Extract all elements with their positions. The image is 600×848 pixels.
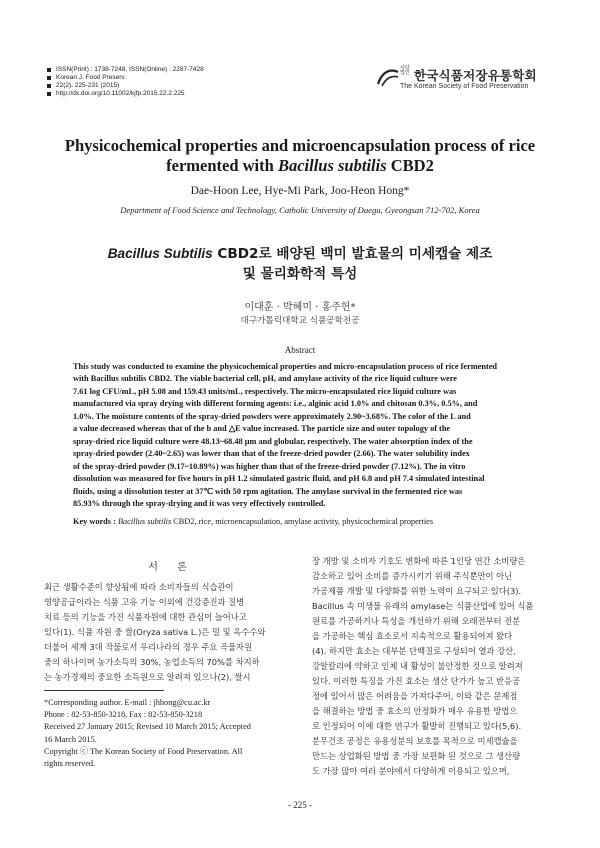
body-line: 있다. 이러한 특징을 가진 효소는 생산 단가가 높고 반응공 [312, 676, 521, 686]
footnote-rule [44, 690, 164, 691]
affiliation-en: Department of Food Science and Technology, Catholic University of Daegu, Gyeongsan 712-702, Korea [120, 205, 480, 215]
footnote [44, 697, 299, 770]
title-en-species: Bacillus subtilis [277, 156, 387, 175]
body-line: 더불어 세계 3대 작물로서 우리나라의 경우 주요 곡물자원 [44, 642, 253, 652]
abstract-heading: Abstract [284, 345, 316, 355]
abstract-line: 85.93% through the spray-drying and it was very effectively controlled. [73, 498, 326, 508]
abstract-body [73, 361, 528, 510]
title-en-line2-c: CBD2 [386, 156, 434, 175]
authors-kr: 이대훈 · 박혜미 · 홍주헌* [244, 302, 356, 313]
body-line: 로 인정되어 이에 대한 연구가 활발히 진행되고 있다(5,6). [312, 721, 522, 731]
title-en-line2-a: fermented with [166, 156, 278, 175]
title-kr-species: Bacillus Subtilis [107, 246, 213, 261]
abstract-line: spray-dried powder (2.40~2.65) was lower than that of the freeze-dried powder (2.66). The water solubility index [73, 449, 470, 459]
society-name-en: The Korean Society of Food Preservation [400, 83, 529, 90]
body-line: 만드는 상업화된 방법 중 가장 보편화 된 것으로 그 생산량 [312, 751, 521, 761]
footnote-line: Received 27 January 2015; Revised 10 March 2015; Accepted [44, 722, 251, 732]
abstract-line: with Bacillus subtilis CBD2. The viable bacterial cell, pH, and amylase activity of the rice liquid culture were [73, 374, 457, 384]
body-line: 감소하고 있어 소비를 증가시키기 위해 주식뿐만이 아닌 [312, 571, 513, 581]
abstract-line: of the spray-dried powder (9.17~10.89%) was higher than that of the freeze-dried powder (7.12%). The in vitro [73, 461, 466, 471]
keywords [73, 517, 528, 526]
abstract-line: fluids, using a dissolution tester at 37℃ with 50 rpm agitation. The amylase survival in the fermented rice was [73, 486, 463, 496]
keywords-label: Key words : [73, 517, 116, 526]
body-line: 가공제품 개발 및 다양화를 위한 노력이 요구되고 있다(3). [312, 586, 522, 596]
body-line: 을 해결하는 방법 중 효소의 안정화가 매우 유용한 방법으 [312, 706, 518, 716]
journal-name: Korean J. Food Preserv. [56, 74, 126, 81]
abstract-line: spray-dried rice liquid culture were 48.13~68.48 μm and globular, respectively. The water absorption index of the [73, 436, 473, 446]
header-marker [47, 84, 51, 88]
abstract-line: This study was conducted to examine the physicochemical properties and micro-encapsulation process of rice fermented [73, 362, 498, 371]
body-line: (4). 하지만 효소는 대부분 단백질로 구성되어 열과 강산, [312, 646, 516, 656]
society-small-label: 사단 법인 [400, 65, 410, 76]
body-line: Bacillus 속 미생물 유래의 amylase는 식품산업에 있어 식품 [312, 601, 534, 611]
body-line: 분무건조 공정은 유용성분의 보호를 목적으로 미세캡슐을 [312, 736, 518, 746]
abstract-line: 1.0%. The moisture contents of the spray-dried powders were approximately 2.90~3.68%. The color of the L and [73, 411, 471, 421]
body-line: 강알칼리에 약하고 인체 내 활성이 불안정한 것으로 알려져 [312, 661, 523, 671]
title-kr-line1 [40, 244, 560, 264]
paper-title-en [40, 136, 560, 176]
keywords-rest: CBD2, rice, microencapsulation, amylase activity, physicochemical properties [171, 517, 434, 526]
body-line: 있다(1). 식품 자원 중 쌀(Oryza sativa L.)은 밀 및 옥수수와 [44, 627, 266, 637]
body-line: 치료 등의 기능을 가진 식품자원에 대한 관심이 늘어나고 [44, 612, 247, 622]
body-line: 을 가공하는 핵심 효소로서 지속적으로 활용되어져 왔다 [312, 631, 513, 641]
header-marker [47, 92, 51, 96]
body-line: 는 농가경제의 중요한 소득원으로 알려져 있으나(2), 쌀시 [44, 672, 251, 682]
right-column [312, 554, 557, 779]
footnote-line: Phone : 82-53-850-3218, Fax : 82-53-850-3218 [44, 710, 203, 720]
abstract-line: a value decreased whereas that of the b and △E value increased. The particle size and outer topology of the [73, 424, 451, 434]
title-kr-line1-rest: CBD2로 배양된 백미 발효물의 미세캡슐 제조 [212, 246, 493, 262]
society-name-kr: 한국식품저장유통학회 [414, 68, 537, 83]
journal-issn: ISSN(Print) : 1738-7248, ISSN(Online) : 2287-7428 [56, 66, 204, 73]
footnote-line: *Corresponding author. E-mail : jhhong@cu.ac.kr [44, 698, 211, 707]
journal-volume: 22(2), 225-231 (2015) [56, 82, 120, 89]
footnote-line: rights reserved. [44, 759, 96, 769]
authors-en: Dae-Hoon Lee, Hye-Mi Park, Joo-Heon Hong* [190, 185, 410, 197]
title-kr-line2: 및 물리화학적 특성 [242, 266, 358, 282]
footnote-line: Copyright ⓒ The Korean Society of Food Preservation. All [44, 746, 243, 756]
abstract-line: manufactured via spray drying with different forming agents: i.e., alginic acid 1.0% and chitosan 0.3%, 0.5%, and [73, 399, 478, 409]
body-line: 도 가장 많아 여러 분야에서 다양하게 이용되고 있으며, [312, 766, 510, 776]
footnote-line: 16 March 2015. [44, 734, 97, 744]
abstract-line: 7.61 log CFU/mL, pH 5.08 and 159.43 units/mL, respectively. The micro-encapsulated rice liquid culture was [73, 386, 457, 396]
title-en-line2 [40, 156, 560, 176]
body-line: 중의 하나이며 농가소득의 30%, 농업소득의 70%를 차지하 [44, 657, 260, 667]
society-logo [376, 64, 556, 98]
header-marker [47, 76, 51, 80]
body-line: 정에 있어서 많은 어려움을 가져다주어, 이와 같은 문제점 [312, 691, 518, 701]
left-column [44, 580, 299, 685]
page-number: - 225 - [288, 800, 312, 810]
header-marker [47, 68, 51, 72]
body-line: 장 개방 및 소비자 기호도 변화에 따른 1인당 연간 소비량은 [312, 556, 526, 566]
body-line: 원료를 가공하거나 특성을 개선하기 위해 오래전부터 전분 [312, 616, 521, 626]
title-en-line1: Physicochemical properties and microencapsulation process of rice [64, 136, 536, 155]
section-heading-introduction: 서 론 [148, 562, 195, 573]
keywords-species: Bacillus subtilis [117, 517, 172, 526]
paper-title-kr [40, 244, 560, 284]
journal-doi[interactable]: http://dx.doi.org/10.11002/kjfp.2015.22.2.225 [56, 90, 185, 97]
body-line: 최근 생활수준이 향상됨에 따라 소비자들의 식습관이 [44, 582, 234, 592]
body-line: 영양공급이라는 식품 고유 기능 이외에 건강증진과 질병 [44, 597, 245, 607]
abstract-line: dissolution was measured for five hours in pH 1.2 simulated gastric fluid, and pH 6.8 and pH 7.4 simulated intestinal [73, 474, 485, 484]
affiliation-kr: 대구가톨릭대학교 식품공학전공 [240, 316, 360, 326]
